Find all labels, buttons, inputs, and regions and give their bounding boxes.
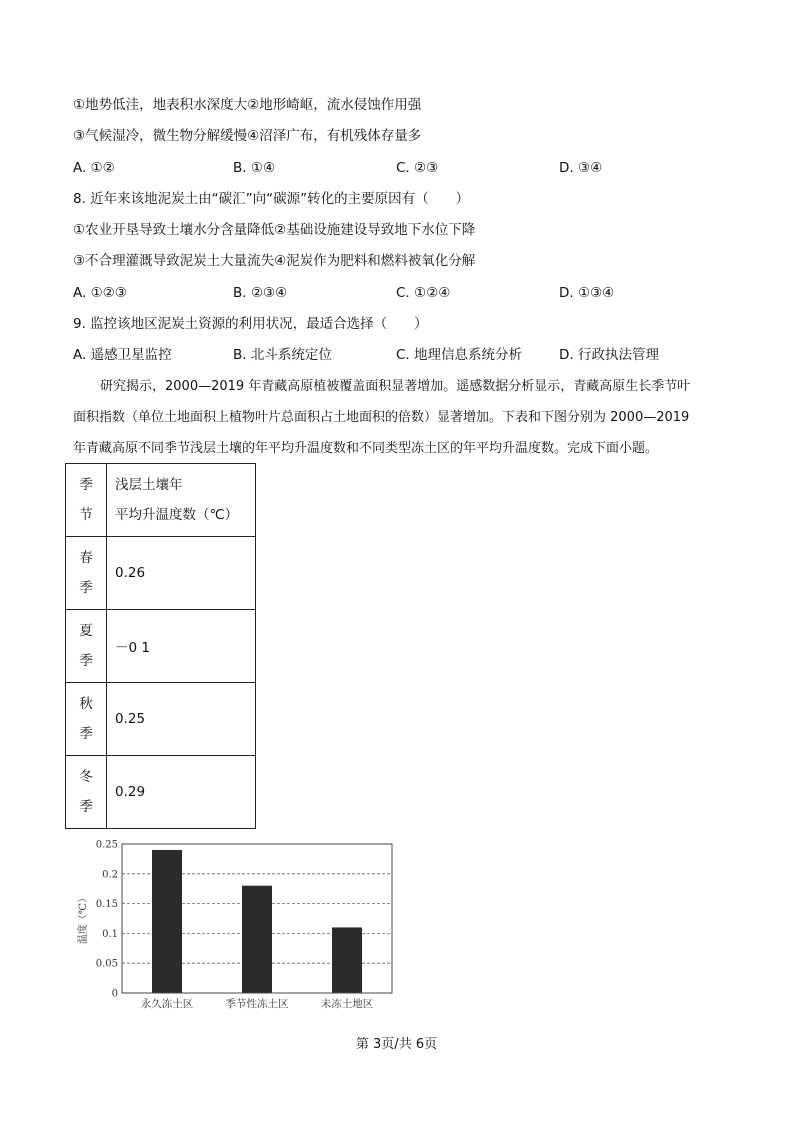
q9-option-a[interactable]: A. 遥感卫星监控: [73, 347, 172, 363]
chart-bars: [152, 850, 362, 993]
y-tick-label: 0.15: [95, 899, 118, 911]
header-season-char-1: 季: [79, 477, 93, 493]
table-row: [66, 683, 256, 756]
bar: [332, 927, 362, 993]
q9-option-c[interactable]: C. 地理信息系统分析: [396, 347, 523, 363]
q9-option-d[interactable]: D. 行政执法管理: [559, 347, 659, 363]
header-season-cell: [66, 464, 107, 537]
season-char: 季: [79, 799, 93, 815]
season-char: 季: [79, 726, 93, 742]
q8-option-d[interactable]: D. ①③④: [559, 285, 615, 301]
q9-stem: 9. 监控该地区泥炭土资源的利用状况，最适合选择（ ）: [73, 316, 428, 332]
season-char: 季: [79, 580, 93, 596]
q8-statement-1: ①农业开垦导致土壤水分含量降低②基础设施建设导致地下水位下降: [73, 222, 476, 238]
season-char: 夏: [79, 623, 93, 639]
q8-option-b[interactable]: B. ②③④: [233, 285, 288, 301]
season-cell: [66, 683, 107, 756]
q7-option-c[interactable]: C. ②③: [396, 160, 439, 176]
season-char: 春: [79, 550, 93, 566]
y-tick-label: 0.05: [95, 958, 118, 970]
bar: [242, 886, 272, 993]
value-cell: －0 1: [107, 610, 256, 683]
season-char: 秋: [79, 696, 93, 712]
table-header-row: [66, 464, 256, 537]
header-value-line-2: 平均升温度数（℃）: [115, 507, 239, 523]
value-cell: 0.29: [107, 756, 256, 829]
table-row: [66, 537, 256, 610]
q7-statement-1: ①地势低洼，地表积水深度大②地形崎岖，流水侵蚀作用强: [73, 97, 422, 113]
y-tick-label: 0.2: [102, 869, 118, 881]
season-cell: [66, 756, 107, 829]
q8-stem: 8. 近年来该地泥炭土由“碳汇”向“碳源”转化的主要原因有（ ）: [73, 191, 470, 207]
value-cell: 0.26: [107, 537, 256, 610]
y-tick-label: 0.25: [95, 839, 118, 851]
page-footer: 第 3页/共 6页: [355, 1037, 438, 1052]
q7-statement-2: ③气候湿冷，微生物分解缓慢④沼泽广布，有机残体存量多: [73, 128, 422, 144]
y-tick-label: 0.1: [102, 928, 118, 940]
intro-paragraph-line-1: 研究揭示，2000—2019 年青藏高原植被覆盖面积显著增加。遥感数据分析显示，青藏高原生长季节叶: [100, 379, 691, 394]
season-cell: [66, 610, 107, 683]
q8-option-c[interactable]: C. ①②④: [396, 285, 451, 301]
intro-paragraph-line-3: 年青藏高原不同季节浅层土壤的年平均升温度数和不同类型冻土区的年平均升温度数。完成下面小题。: [73, 441, 659, 456]
season-warming-table: [65, 463, 256, 829]
x-category-label: 永久冻土区: [140, 998, 194, 1010]
q9-option-b[interactable]: B. 北斗系统定位: [233, 347, 332, 363]
season-cell: [66, 537, 107, 610]
q7-option-b[interactable]: B. ①④: [233, 160, 276, 176]
q7-option-d[interactable]: D. ③④: [559, 160, 603, 176]
table-row: [66, 756, 256, 829]
intro-paragraph-line-2: 面积指数（单位土地面积上植物叶片总面积占土地面积的倍数）显著增加。下表和下图分别为 2000—2019: [73, 410, 690, 425]
frozen-soil-warming-chart: [70, 836, 410, 1016]
chart-x-labels: [141, 997, 374, 1010]
x-category-label: 季节性冻土区: [225, 998, 289, 1010]
header-value-line-1: 浅层土壤年: [115, 477, 183, 493]
y-tick-label: 0: [111, 988, 118, 1000]
chart-y-axis-label: 温度（℃）: [78, 892, 89, 945]
header-season-char-2: 节: [79, 507, 93, 523]
x-category-label: 未冻土地区: [320, 998, 374, 1010]
bar: [152, 850, 182, 993]
value-cell: 0.25: [107, 683, 256, 756]
q8-statement-2: ③不合理灌溉导致泥炭土大量流失④泥炭作为肥料和燃料被氧化分解: [73, 253, 476, 269]
season-char: 季: [79, 653, 93, 669]
q7-option-a[interactable]: A. ①②: [73, 160, 115, 176]
q8-option-a[interactable]: A. ①②③: [73, 285, 127, 301]
header-value-cell: [107, 464, 256, 537]
season-char: 冬: [79, 769, 93, 785]
chart-y-ticks: [96, 840, 118, 1000]
table-row: [66, 610, 256, 683]
